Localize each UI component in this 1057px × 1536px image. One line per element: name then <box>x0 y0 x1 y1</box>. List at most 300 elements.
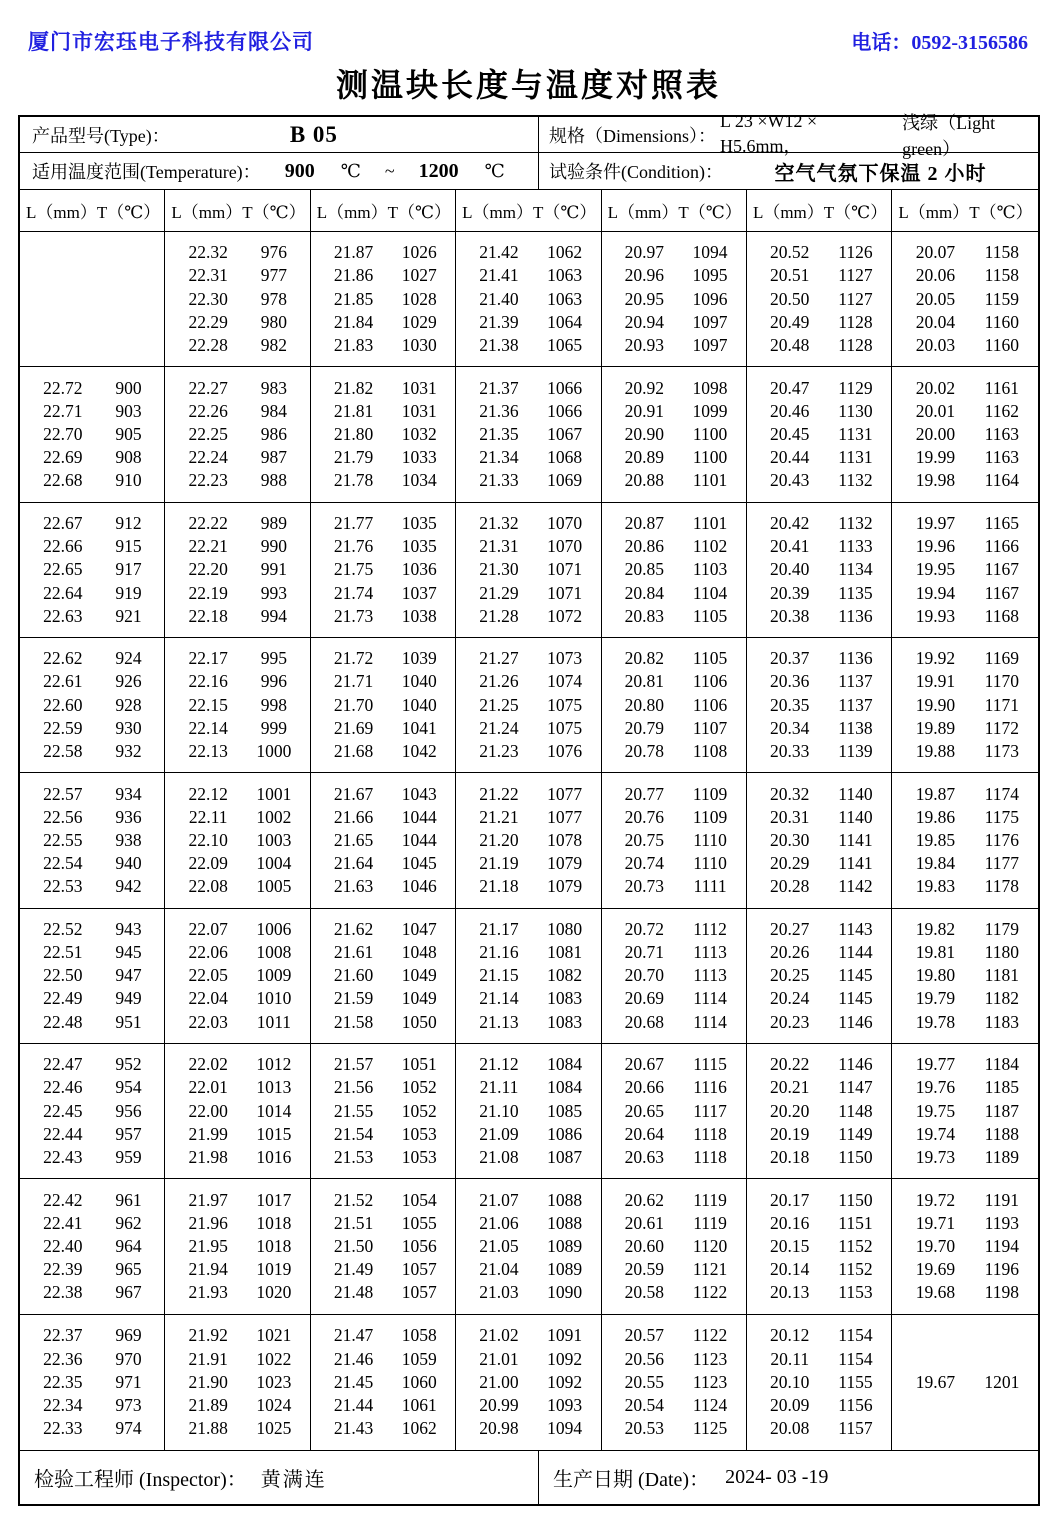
temperature-value: 1035 <box>401 512 437 533</box>
data-row <box>311 717 455 740</box>
temperature-value: 1011 <box>256 1011 292 1032</box>
length-value: 19.99 <box>915 447 956 468</box>
data-row <box>311 964 455 987</box>
data-row <box>747 423 891 446</box>
row-group <box>20 367 1038 502</box>
column-cell <box>165 909 310 1043</box>
length-value: 21.00 <box>479 1371 519 1392</box>
temperature-value: 917 <box>115 559 142 580</box>
temperature-value: 996 <box>260 671 287 692</box>
length-value: 22.44 <box>43 1123 83 1144</box>
data-row <box>602 987 746 1010</box>
temperature-value: 1079 <box>547 876 583 897</box>
length-value: 22.46 <box>43 1077 83 1098</box>
data-row <box>456 1348 600 1371</box>
length-value: 22.36 <box>43 1348 83 1369</box>
length-value: 22.52 <box>43 918 83 939</box>
data-row <box>602 334 746 357</box>
length-value: 21.41 <box>479 265 519 286</box>
temperature-value: 1176 <box>984 829 1019 850</box>
column-cell <box>747 367 892 501</box>
length-value: 22.22 <box>188 512 228 533</box>
data-row <box>311 694 455 717</box>
data-row <box>311 423 455 446</box>
data-row <box>165 783 309 806</box>
length-value: 21.07 <box>479 1189 519 1210</box>
data-row <box>165 1011 309 1034</box>
data-row <box>602 1258 746 1281</box>
length-value: 20.95 <box>624 288 665 309</box>
length-value: 20.68 <box>624 1011 665 1032</box>
data-row <box>747 1394 891 1417</box>
length-value: 19.81 <box>915 942 956 963</box>
length-value: 20.73 <box>624 876 665 897</box>
temperature-value: 1063 <box>547 265 583 286</box>
length-value: 20.12 <box>770 1325 810 1346</box>
data-row <box>20 740 164 763</box>
temperature-value: 1042 <box>401 741 437 762</box>
temperature-value: 938 <box>115 829 142 850</box>
length-value: 21.83 <box>333 335 374 356</box>
length-value: 21.53 <box>333 1147 374 1167</box>
length-value: 21.11 <box>479 1077 519 1098</box>
length-header: L（mm） <box>171 203 243 222</box>
length-value: 21.81 <box>333 400 374 421</box>
length-value: 22.53 <box>43 876 83 897</box>
data-row <box>311 829 455 852</box>
length-value: 19.73 <box>915 1147 956 1167</box>
data-row <box>165 311 309 334</box>
length-value: 21.28 <box>479 605 519 626</box>
length-value: 19.89 <box>915 717 956 738</box>
temperature-value: 932 <box>115 741 142 762</box>
data-row <box>602 875 746 898</box>
length-value: 20.43 <box>770 470 810 491</box>
column-cell <box>165 503 310 637</box>
condition-cell <box>539 153 1038 189</box>
temperature-value: 987 <box>260 447 287 468</box>
temperature-value: 1044 <box>401 806 437 827</box>
temperature-value: 1084 <box>547 1077 583 1098</box>
data-row <box>892 1076 1038 1099</box>
data-row <box>20 918 164 941</box>
data-row <box>311 334 455 357</box>
length-value: 21.45 <box>333 1371 374 1392</box>
temperature-value: 1185 <box>984 1077 1019 1098</box>
data-row <box>20 1146 164 1169</box>
data-row <box>311 647 455 670</box>
length-value: 20.33 <box>770 741 810 762</box>
data-row <box>20 1258 164 1281</box>
data-row <box>456 1324 600 1347</box>
column-cell <box>602 638 747 772</box>
data-row <box>20 1100 164 1123</box>
data-row <box>747 1348 891 1371</box>
length-value: 22.12 <box>188 783 228 804</box>
length-value: 21.23 <box>479 741 519 762</box>
length-value: 20.62 <box>624 1189 665 1210</box>
length-value: 21.60 <box>333 965 374 986</box>
length-value: 20.32 <box>770 783 810 804</box>
temperature-value: 1140 <box>838 783 873 804</box>
length-value: 21.84 <box>333 311 374 332</box>
phone-number: 电话：0592-3156586 <box>851 32 1028 54</box>
temperature-value: 986 <box>260 423 287 444</box>
length-value: 20.57 <box>624 1325 665 1346</box>
temperature-value: 1023 <box>256 1371 292 1392</box>
data-row <box>20 400 164 423</box>
length-value: 22.41 <box>43 1212 83 1233</box>
length-value: 22.55 <box>43 829 83 850</box>
data-row <box>165 964 309 987</box>
data-row <box>892 647 1038 670</box>
length-value: 20.24 <box>770 988 810 1009</box>
column-cell <box>20 1044 165 1178</box>
length-value: 21.38 <box>479 335 519 356</box>
length-value: 21.62 <box>333 918 374 939</box>
temperature-value: 1194 <box>984 1235 1019 1256</box>
length-value: 19.98 <box>915 470 956 491</box>
length-value: 20.67 <box>624 1054 665 1075</box>
length-value: 21.03 <box>479 1282 519 1303</box>
data-row <box>165 605 309 628</box>
length-value: 22.39 <box>43 1259 83 1280</box>
temperature-value: 1146 <box>838 1054 873 1075</box>
data-row <box>20 717 164 740</box>
data-row <box>20 288 164 311</box>
column-cell <box>311 503 456 637</box>
data-row <box>311 1212 455 1235</box>
temperature-value: 1066 <box>547 377 583 398</box>
data-row <box>311 918 455 941</box>
length-value: 20.14 <box>770 1259 810 1280</box>
column-cell <box>456 1044 601 1178</box>
data-row <box>311 1371 455 1394</box>
data-row <box>20 1348 164 1371</box>
length-value: 21.64 <box>333 853 374 874</box>
data-row <box>892 512 1038 535</box>
temperature-value: 1089 <box>547 1235 583 1256</box>
dimensions-cell <box>539 111 1038 159</box>
length-value: 21.89 <box>188 1395 228 1415</box>
column-cell <box>311 638 456 772</box>
temperature-value: 1032 <box>401 423 437 444</box>
temperature-value: 1040 <box>401 671 437 692</box>
temperature-value: 1059 <box>401 1348 437 1369</box>
temperature-value: 1046 <box>401 876 437 897</box>
dimensions-label: 规格（Dimensions）： <box>549 125 717 146</box>
data-row <box>311 1281 455 1304</box>
temperature-value: 1071 <box>547 559 583 580</box>
data-row <box>747 1100 891 1123</box>
data-row <box>456 512 600 535</box>
temperature-value: 1177 <box>984 853 1019 874</box>
data-row <box>747 964 891 987</box>
temperature-value: 1139 <box>838 741 873 762</box>
length-value: 20.93 <box>624 335 665 356</box>
length-value: 20.85 <box>624 559 665 580</box>
data-row <box>747 1123 891 1146</box>
data-row <box>165 670 309 693</box>
length-value: 22.69 <box>43 447 83 468</box>
temperature-value: 936 <box>115 806 142 827</box>
data-row <box>456 1076 600 1099</box>
temperature-value: 1089 <box>547 1259 583 1280</box>
data-row <box>602 852 746 875</box>
length-value: 22.15 <box>188 694 228 715</box>
data-row <box>892 581 1038 604</box>
data-row <box>892 987 1038 1010</box>
column-cell <box>456 909 601 1043</box>
data-row <box>456 806 600 829</box>
data-row <box>20 1076 164 1099</box>
length-value: 20.23 <box>770 1011 810 1032</box>
data-row <box>456 1212 600 1235</box>
data-row <box>165 1394 309 1417</box>
length-value: 22.57 <box>43 783 83 804</box>
length-value: 20.89 <box>624 447 665 468</box>
data-row <box>892 670 1038 693</box>
data-row <box>20 581 164 604</box>
data-row <box>311 852 455 875</box>
data-row <box>456 241 600 264</box>
temperature-value: 970 <box>115 1348 142 1369</box>
length-value: 22.07 <box>188 918 228 939</box>
length-value: 22.61 <box>43 671 83 692</box>
temperature-value: 934 <box>115 783 142 804</box>
data-row <box>892 829 1038 852</box>
temperature-value: 964 <box>115 1235 142 1256</box>
temperature-header: T（℃） <box>387 203 452 222</box>
data-row <box>165 875 309 898</box>
temperature-value: 1005 <box>256 876 292 897</box>
data-row <box>602 1076 746 1099</box>
length-value: 20.66 <box>624 1077 665 1098</box>
length-value: 21.29 <box>479 582 519 603</box>
color-value: 浅绿（Light green） <box>902 112 996 159</box>
temperature-value: 1153 <box>838 1282 873 1303</box>
temperature-value: 1054 <box>401 1189 437 1210</box>
data-row <box>602 1348 746 1371</box>
length-value: 21.93 <box>188 1282 228 1303</box>
length-value: 21.78 <box>333 470 374 491</box>
data-row <box>456 469 600 492</box>
temperature-value: 1044 <box>401 829 437 850</box>
data-row <box>20 1371 164 1394</box>
length-value: 20.25 <box>770 965 810 986</box>
length-value: 21.77 <box>333 512 374 533</box>
length-value: 20.91 <box>624 400 665 421</box>
data-row <box>602 1188 746 1211</box>
temperature-value: 1022 <box>256 1348 292 1369</box>
temperature-value: 1082 <box>547 965 583 986</box>
length-value: 21.80 <box>333 423 374 444</box>
length-value: 20.09 <box>770 1395 810 1415</box>
data-row <box>602 423 746 446</box>
temperature-value: 1029 <box>401 311 437 332</box>
data-row <box>20 1235 164 1258</box>
temperature-value: 1083 <box>547 988 583 1009</box>
temperature-value: 977 <box>260 265 287 286</box>
length-value: 21.91 <box>188 1348 228 1369</box>
length-value: 21.39 <box>479 311 519 332</box>
temperature-value: 1064 <box>547 311 583 332</box>
temperature-value: 1174 <box>984 783 1019 804</box>
length-value: 20.08 <box>770 1418 810 1439</box>
column-header <box>311 190 456 231</box>
length-value: 22.45 <box>43 1100 83 1121</box>
data-row <box>20 558 164 581</box>
temperature-value: 1119 <box>693 1189 727 1210</box>
temperature-value: 1114 <box>693 988 727 1009</box>
temperature-value: 1121 <box>692 1259 728 1280</box>
temperature-value: 1110 <box>693 829 727 850</box>
length-value: 20.99 <box>479 1395 519 1415</box>
data-row <box>747 941 891 964</box>
temperature-value: 1187 <box>984 1100 1019 1121</box>
temperature-value: 978 <box>260 288 287 309</box>
data-row <box>747 446 891 469</box>
data-row <box>311 806 455 829</box>
length-value: 22.13 <box>188 741 228 762</box>
data-row <box>165 717 309 740</box>
data-row <box>747 1212 891 1235</box>
length-value: 20.59 <box>624 1259 665 1280</box>
column-header <box>456 190 601 231</box>
temperature-value: 1094 <box>692 242 728 263</box>
data-row <box>165 535 309 558</box>
temperature-value: 1037 <box>401 582 437 603</box>
length-value: 22.32 <box>188 242 228 263</box>
data-row <box>602 512 746 535</box>
data-row <box>311 264 455 287</box>
data-row <box>456 1371 600 1394</box>
temperature-value: 1048 <box>401 942 437 963</box>
temperature-value: 1181 <box>984 965 1019 986</box>
length-value: 22.60 <box>43 694 83 715</box>
temperature-value: 1003 <box>256 829 292 850</box>
temperature-value: 1179 <box>984 918 1019 939</box>
data-row <box>20 334 164 357</box>
data-row <box>20 829 164 852</box>
temperature-value: 1019 <box>256 1259 292 1280</box>
column-cell <box>311 1179 456 1313</box>
length-value: 20.50 <box>770 288 810 309</box>
data-row <box>602 469 746 492</box>
data-row <box>892 1146 1038 1169</box>
data-row <box>165 423 309 446</box>
data-row <box>747 512 891 535</box>
length-value: 22.04 <box>188 988 228 1009</box>
temperature-value: 915 <box>115 536 142 557</box>
table-body <box>20 232 1038 1450</box>
length-value: 21.98 <box>188 1147 228 1167</box>
temperature-value: 1092 <box>547 1371 583 1392</box>
temperature-value: 1150 <box>838 1147 873 1167</box>
data-row <box>747 918 891 941</box>
length-value: 21.27 <box>479 648 519 669</box>
temperature-value: 1069 <box>547 470 583 491</box>
data-row <box>165 918 309 941</box>
data-row <box>165 558 309 581</box>
data-row <box>20 1324 164 1347</box>
length-value: 21.52 <box>333 1189 374 1210</box>
temperature-value: 1092 <box>547 1348 583 1369</box>
data-row <box>20 535 164 558</box>
column-cell <box>20 909 165 1043</box>
top-bar <box>28 26 1028 56</box>
length-value: 21.65 <box>333 829 374 850</box>
length-value: 19.77 <box>915 1054 956 1075</box>
length-value: 20.16 <box>770 1212 810 1233</box>
length-value: 21.46 <box>333 1348 374 1369</box>
column-cell <box>20 773 165 907</box>
data-row <box>311 241 455 264</box>
temperature-value: 1141 <box>838 829 873 850</box>
length-value: 22.47 <box>43 1054 83 1075</box>
temperature-value: 1000 <box>256 741 292 762</box>
data-row <box>311 1100 455 1123</box>
length-value: 21.35 <box>479 423 519 444</box>
temperature-value: 1198 <box>984 1282 1019 1303</box>
length-value: 20.26 <box>770 942 810 963</box>
column-cell <box>747 638 892 772</box>
column-cell <box>456 503 601 637</box>
length-value: 21.66 <box>333 806 374 827</box>
data-row <box>602 964 746 987</box>
data-row <box>456 987 600 1010</box>
temperature-value: 990 <box>260 536 287 557</box>
temperature-value: 912 <box>115 512 142 533</box>
length-value: 22.05 <box>188 965 228 986</box>
data-row <box>892 1188 1038 1211</box>
temperature-value: 905 <box>115 423 142 444</box>
data-row <box>165 334 309 357</box>
data-row <box>892 535 1038 558</box>
length-value: 20.64 <box>624 1123 665 1144</box>
temperature-value: 1031 <box>401 377 437 398</box>
row-group <box>20 909 1038 1044</box>
data-row <box>20 1053 164 1076</box>
length-value: 22.09 <box>188 853 228 874</box>
temperature-value: 1125 <box>692 1418 728 1439</box>
temperature-value: 1080 <box>547 918 583 939</box>
temperature-value: 1136 <box>838 605 873 626</box>
temperature-value: 988 <box>260 470 287 491</box>
column-cell <box>311 1315 456 1450</box>
data-row <box>602 558 746 581</box>
data-row <box>165 1324 309 1347</box>
temperature-value: 1051 <box>401 1054 437 1075</box>
temperature-value: 1073 <box>547 648 583 669</box>
length-value: 21.58 <box>333 1011 374 1032</box>
length-value: 21.19 <box>479 853 519 874</box>
length-value: 19.97 <box>915 512 956 533</box>
temperature-value: 1116 <box>693 1077 727 1098</box>
temperature-value: 1162 <box>984 400 1019 421</box>
temperature-value: 1138 <box>838 717 873 738</box>
length-value: 20.37 <box>770 648 810 669</box>
data-row <box>20 446 164 469</box>
length-value: 19.70 <box>915 1235 956 1256</box>
data-row <box>747 558 891 581</box>
length-value: 21.68 <box>333 741 374 762</box>
temperature-value: 1034 <box>401 470 437 491</box>
length-value: 21.43 <box>333 1418 374 1439</box>
temperature-value: 1079 <box>547 853 583 874</box>
length-value: 21.33 <box>479 470 519 491</box>
temperature-value: 1036 <box>401 559 437 580</box>
